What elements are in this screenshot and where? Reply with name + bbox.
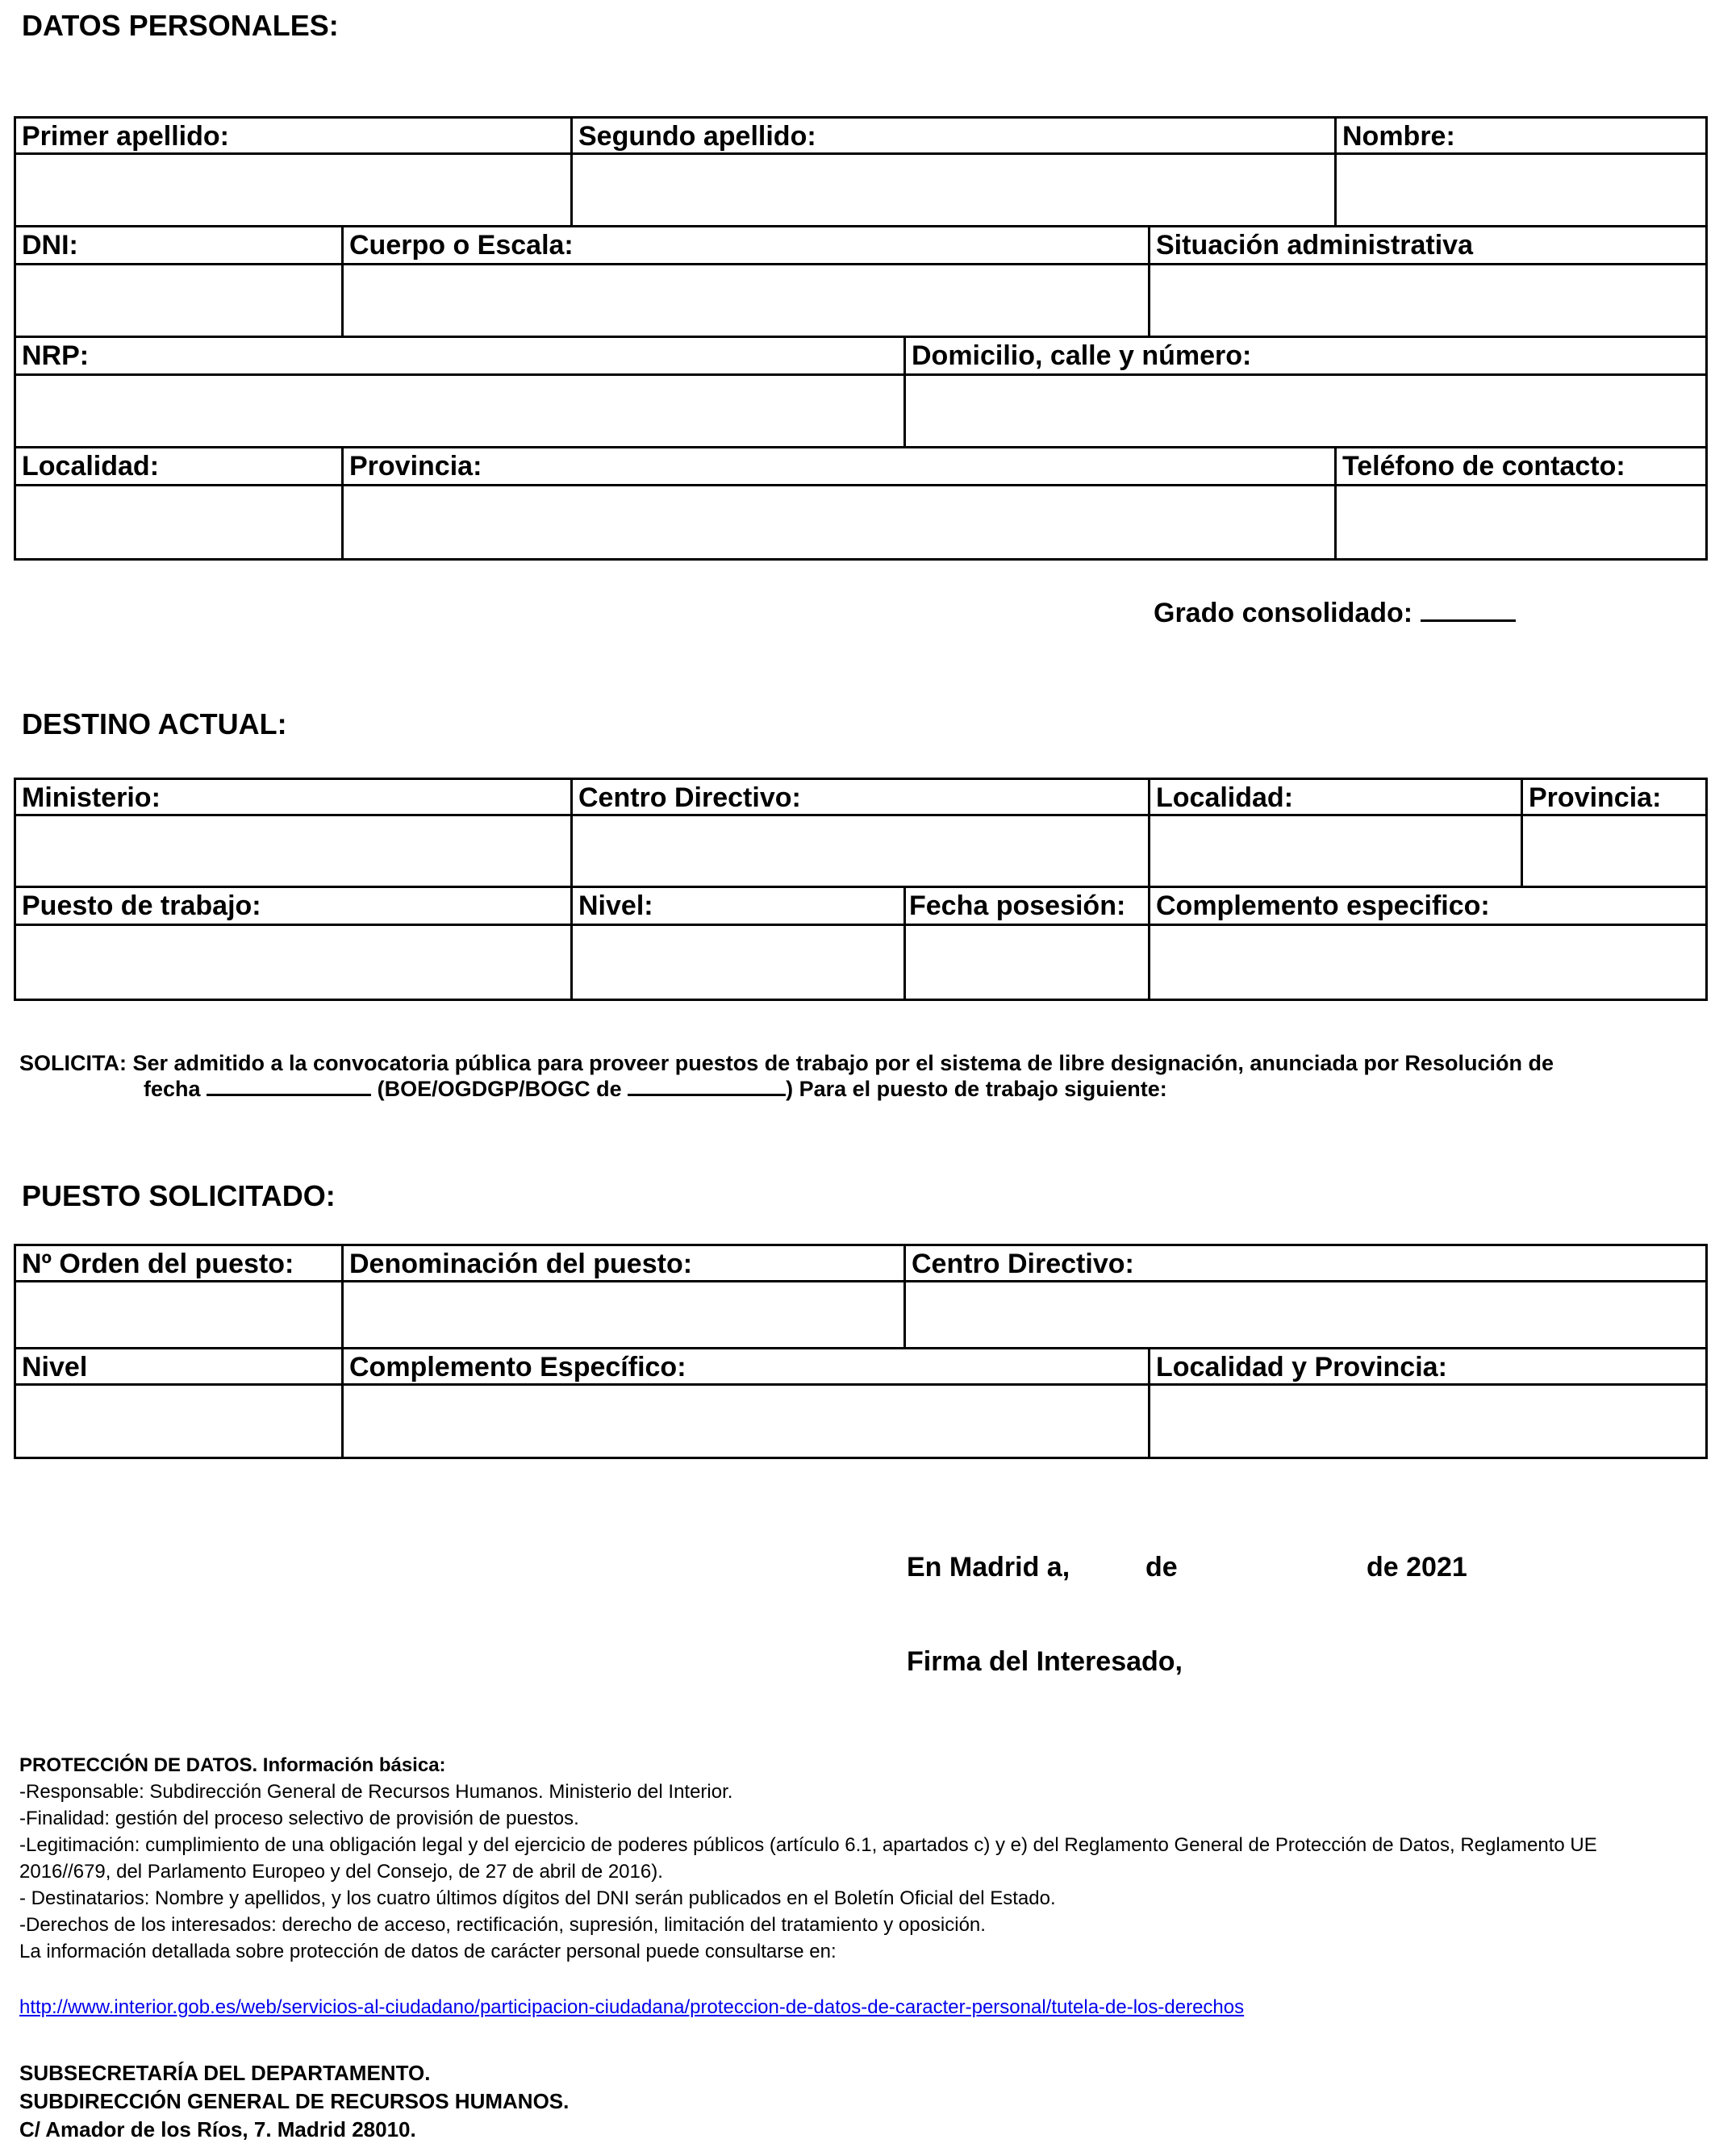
ministerio-field[interactable]	[16, 816, 573, 888]
date-de-year: de 2021	[1367, 1552, 1467, 1583]
label-text: Teléfono de contacto:	[1342, 451, 1625, 482]
privacy-line: -Derechos de los interesados: derecho de acceso, rectificación, supresión, limitación del tratamiento y oposición.	[19, 1914, 986, 1936]
label-text: Denominación del puesto:	[349, 1249, 693, 1279]
label-text: Nivel:	[578, 890, 653, 921]
label-telefono	[1337, 448, 1705, 486]
label-text: Puesto de trabajo:	[22, 890, 261, 921]
nivel-destino-field[interactable]	[573, 926, 906, 999]
label-puesto-trabajo	[16, 888, 573, 926]
label-text: DNI:	[22, 230, 78, 261]
requested-post-table	[14, 1244, 1708, 1459]
label-text: Centro Directivo:	[912, 1249, 1134, 1279]
label-centro-directivo	[573, 780, 1150, 816]
grado-consolidado	[1154, 597, 1516, 629]
address-line-2: SUBDIRECCIÓN GENERAL DE RECURSOS HUMANOS.	[19, 2089, 570, 2113]
label-text: Domicilio, calle y número:	[912, 340, 1252, 371]
solicita-boletin-blank[interactable]	[628, 1094, 786, 1096]
solicita-line-2	[144, 1076, 1167, 1102]
label-segundo-apellido	[573, 119, 1337, 155]
label-text: Cuerpo o Escala:	[349, 230, 574, 261]
section-title-personal-data: DATOS PERSONALES:	[22, 9, 339, 42]
solicita-boletin-label: (BOE/OGDGP/BOGC de	[377, 1077, 622, 1101]
label-localidad-provincia	[1150, 1349, 1705, 1386]
signature-label: Firma del Interesado,	[907, 1646, 1183, 1677]
privacy-link[interactable]: http://www.interior.gob.es/web/servicios-al-ciudadano/participacion-ciudadana/proteccion-de-datos-de-caracter-personal/tutela-de-los-derechos	[19, 1996, 1245, 2018]
provincia-destino-field[interactable]	[1523, 816, 1705, 888]
label-provincia	[344, 448, 1337, 486]
label-text: Primer apellido:	[22, 121, 229, 152]
orden-puesto-field[interactable]	[16, 1282, 344, 1349]
privacy-line: 2016//679, del Parlamento Europeo y del Consejo, de 27 de abril de 2016).	[19, 1861, 663, 1883]
personal-data-table	[14, 116, 1708, 561]
centro-directivo-field[interactable]	[573, 816, 1150, 888]
label-complemento-especifico-destino	[1150, 888, 1705, 926]
grado-consolidado-blank[interactable]	[1421, 619, 1516, 622]
label-text: Situación administrativa	[1156, 230, 1473, 261]
solicita-suffix: ) Para el puesto de trabajo siguiente:	[786, 1077, 1167, 1101]
label-text: NRP:	[22, 340, 90, 371]
domicilio-field[interactable]	[906, 376, 1705, 448]
label-dni	[16, 227, 344, 265]
label-situacion-administrativa	[1150, 227, 1705, 265]
cuerpo-escala-field[interactable]	[344, 265, 1150, 338]
label-text: Localidad:	[22, 451, 160, 482]
label-fecha-posesion	[906, 888, 1150, 926]
privacy-title: PROTECCIÓN DE DATOS. Información básica:	[19, 1754, 446, 1776]
nrp-field[interactable]	[16, 376, 906, 448]
localidad-field[interactable]	[16, 486, 344, 558]
address-line-1: SUBSECRETARÍA DEL DEPARTAMENTO.	[19, 2061, 431, 2085]
label-text: Provincia:	[349, 451, 482, 482]
privacy-line: La información detallada sobre protección de datos de carácter personal puede consultarse en:	[19, 1941, 837, 1962]
privacy-line: -Responsable: Subdirección General de Recursos Humanos. Ministerio del Interior.	[19, 1781, 733, 1803]
privacy-line: -Legitimación: cumplimiento de una obligación legal y del ejercicio de poderes públicos (artículo 6.1, apartados c) y e) del Reglamento General de Protección de Datos, Reglamento UE	[19, 1834, 1597, 1856]
label-cuerpo-escala	[344, 227, 1150, 265]
denominacion-puesto-field[interactable]	[344, 1282, 906, 1349]
date-place: En Madrid a,	[907, 1552, 1070, 1583]
label-localidad	[16, 448, 344, 486]
provincia-field[interactable]	[344, 486, 1337, 558]
puesto-trabajo-field[interactable]	[16, 926, 573, 999]
segundo-apellido-field[interactable]	[573, 155, 1337, 227]
label-text: Localidad y Provincia:	[1156, 1352, 1447, 1382]
label-text: Segundo apellido:	[578, 121, 816, 152]
solicita-fecha-blank[interactable]	[207, 1094, 371, 1096]
telefono-field[interactable]	[1337, 486, 1705, 558]
label-nivel-destino	[573, 888, 906, 926]
localidad-destino-field[interactable]	[1150, 816, 1523, 888]
label-provincia-destino	[1523, 780, 1705, 816]
label-domicilio	[906, 338, 1705, 376]
grado-consolidado-label: Grado consolidado:	[1154, 598, 1413, 628]
current-post-table	[14, 778, 1708, 1001]
situacion-administrativa-field[interactable]	[1150, 265, 1705, 338]
label-text: Centro Directivo:	[578, 782, 801, 813]
date-de-month: de	[1145, 1552, 1178, 1583]
label-centro-directivo-solicitado	[906, 1246, 1705, 1282]
address-line-3: C/ Amador de los Ríos, 7. Madrid 28010.	[19, 2117, 416, 2141]
section-title-requested-post: PUESTO SOLICITADO:	[22, 1179, 336, 1212]
solicita-line-1: SOLICITA: Ser admitido a la convocatoria pública para proveer puestos de trabajo por el sistema de libre designación, anunciada por Resolución de	[19, 1051, 1554, 1075]
fecha-posesion-field[interactable]	[906, 926, 1150, 999]
section-title-current-post: DESTINO ACTUAL:	[22, 707, 287, 740]
solicita-fecha-label: fecha	[144, 1077, 201, 1101]
dni-field[interactable]	[16, 265, 344, 338]
centro-directivo-solicitado-field[interactable]	[906, 1282, 1705, 1349]
label-text: Nombre:	[1342, 121, 1455, 152]
label-nrp	[16, 338, 906, 376]
primer-apellido-field[interactable]	[16, 155, 573, 227]
complemento-especifico-solicitado-field[interactable]	[344, 1386, 1150, 1457]
privacy-line: - Destinatarios: Nombre y apellidos, y los cuatro últimos dígitos del DNI serán publicados en el Boletín Oficial del Estado.	[19, 1887, 1056, 1909]
nivel-solicitado-field[interactable]	[16, 1386, 344, 1457]
nombre-field[interactable]	[1337, 155, 1705, 227]
label-text: Fecha posesión:	[909, 890, 1126, 921]
label-complemento-especifico-solicitado	[344, 1349, 1150, 1386]
label-denominacion-puesto	[344, 1246, 906, 1282]
label-primer-apellido	[16, 119, 573, 155]
label-ministerio	[16, 780, 573, 816]
label-nivel-solicitado	[16, 1349, 344, 1386]
complemento-especifico-destino-field[interactable]	[1150, 926, 1705, 999]
label-text: Nivel	[22, 1352, 88, 1382]
label-localidad-destino	[1150, 780, 1523, 816]
localidad-provincia-field[interactable]	[1150, 1386, 1705, 1457]
label-text: Provincia:	[1529, 782, 1662, 813]
label-text: Localidad:	[1156, 782, 1294, 813]
label-text: Nº Orden del puesto:	[22, 1249, 294, 1279]
privacy-line: -Finalidad: gestión del proceso selectivo de provisión de puestos.	[19, 1808, 579, 1829]
label-text: Complemento especifico:	[1156, 890, 1490, 921]
label-orden-puesto	[16, 1246, 344, 1282]
label-text: Complemento Específico:	[349, 1352, 686, 1382]
label-text: Ministerio:	[22, 782, 161, 813]
label-nombre	[1337, 119, 1705, 155]
